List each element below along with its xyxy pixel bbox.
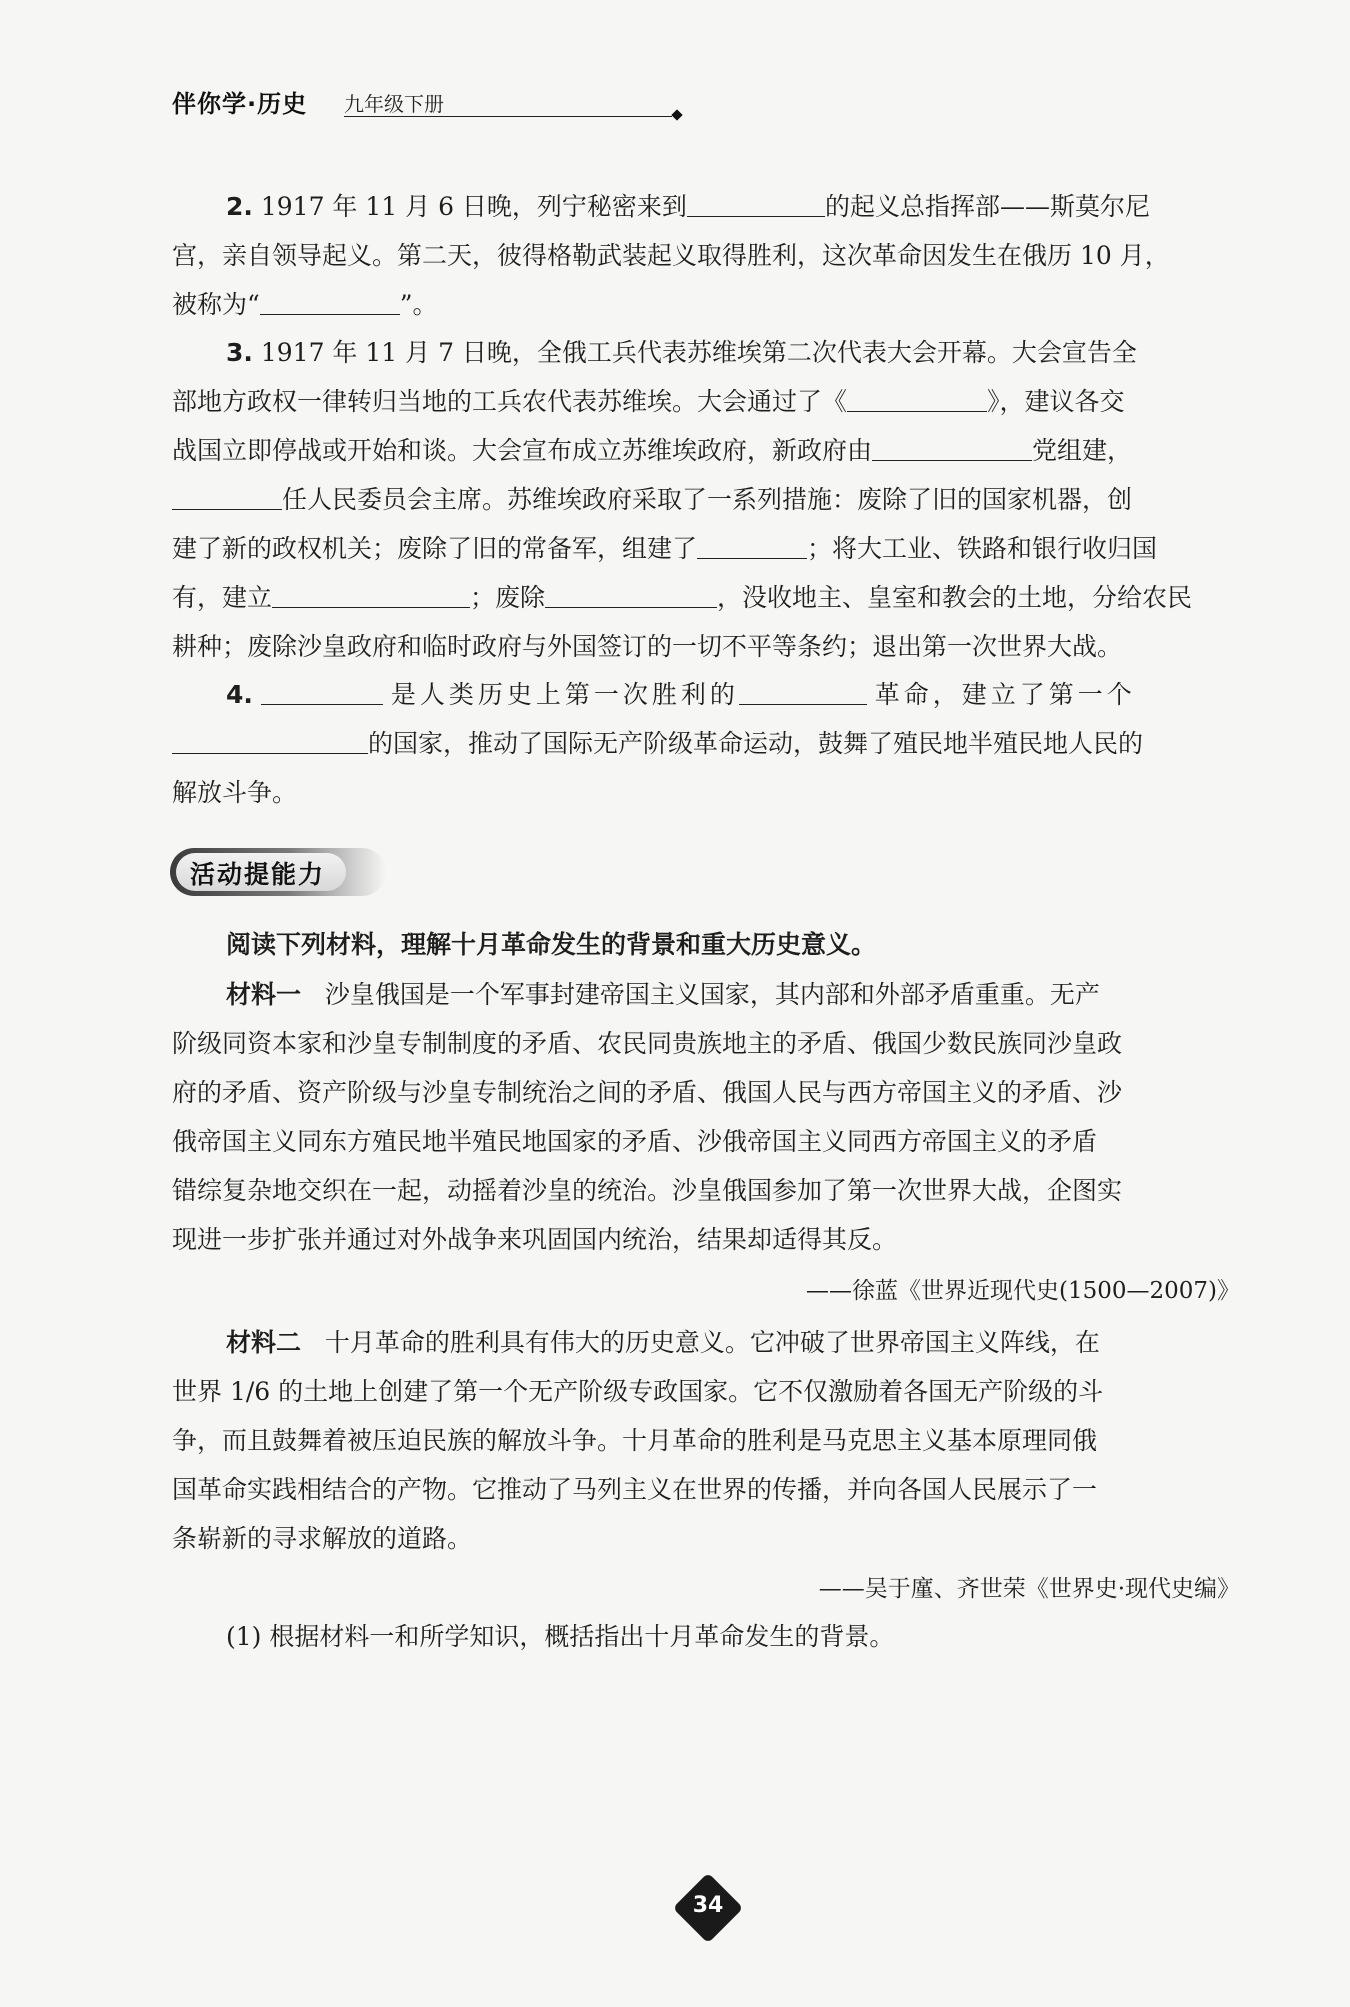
question-text: 部地方政权一律转归当地的工兵农代表苏维埃。大会通过了《 (172, 387, 848, 416)
answer-blank[interactable] (545, 579, 717, 608)
material-2-source: ——吴于廑、齐世荣《世界史·现代史编》 (818, 1576, 1240, 1602)
question-number: 2. (226, 192, 253, 221)
question-text: 党组建， (1032, 436, 1133, 465)
question-2 (172, 182, 1240, 329)
material-text: 现进一步扩张并通过对外战争来巩固国内统治，结果却适得其反。 (172, 1225, 898, 1254)
sub-question-1 (172, 1612, 1240, 1661)
question-text: 耕种；废除沙皇政府和临时政府与外国签订的一切不平等条约；退出第一次世界大战。 (172, 632, 1123, 661)
answer-blank[interactable] (261, 676, 383, 705)
question-text: 有，建立 (172, 583, 273, 612)
material-text: 争，而且鼓舞着被压迫民族的解放斗争。十月革命的胜利是马克思主义基本原理同俄 (172, 1426, 1098, 1455)
question-text: 革命，建立了第一个 (874, 680, 1136, 709)
header-rule (344, 116, 672, 117)
instruction-text: 阅读下列材料，理解十月革命发生的背景和重大历史意义。 (226, 930, 877, 959)
question-3 (172, 328, 1240, 671)
question-text: 建了新的政权机关；废除了旧的常备军，组建了 (172, 534, 698, 563)
material-2 (172, 1318, 1240, 1563)
material-text: 俄帝国主义同东方殖民地半殖民地国家的矛盾、沙俄帝国主义同西方帝国主义的矛盾 (172, 1127, 1098, 1156)
material-text: 世界 1/6 的土地上创建了第一个无产阶级专政国家。它不仅激励着各国无产阶级的斗 (172, 1377, 1104, 1406)
material-text: 十月革命的胜利具有伟大的历史意义。它冲破了世界帝国主义阵线，在 (324, 1328, 1100, 1357)
question-text: 任人民委员会主席。苏维埃政府采取了一系列措施：废除了旧的国家机器，创 (282, 485, 1133, 514)
instruction (172, 920, 1240, 969)
answer-blank[interactable] (847, 383, 987, 412)
question-text: 的起义总指挥部——斯莫尔尼 (824, 192, 1150, 221)
question-text: 》，建议各交 (987, 387, 1125, 416)
book-brand: 伴你学·历史 (172, 90, 308, 118)
material-text: 错综复杂地交织在一起，动摇着沙皇的统治。沙皇俄国参加了第一次世界大战，企图实 (172, 1176, 1123, 1205)
material-text: 阶级同资本家和沙皇专制制度的矛盾、农民同贵族地主的矛盾、俄国少数民族同沙皇政 (172, 1029, 1123, 1058)
sub-question-text: (1) 根据材料一和所学知识，概括指出十月革命发生的背景。 (226, 1622, 895, 1651)
question-text: ；将大工业、铁路和银行收归国 (807, 534, 1158, 563)
material-text: 国革命实践相结合的产物。它推动了马列主义在世界的传播，并向各国人民展示了一 (172, 1475, 1098, 1504)
material-1 (172, 970, 1240, 1264)
question-text: ，没收地主、皇室和教会的土地，分给农民 (717, 583, 1193, 612)
answer-blank[interactable] (272, 579, 470, 608)
question-text: 1917 年 11 月 7 日晚，全俄工兵代表苏维埃第二次代表大会开幕。大会宣告全 (260, 338, 1137, 367)
answer-blank[interactable] (687, 188, 825, 217)
question-text: 宫，亲自领导起义。第二天，彼得格勒武装起义取得胜利，这次革命因发生在俄历 10 月， (172, 241, 1170, 270)
question-text: 被称为“ (172, 290, 260, 319)
running-header (172, 82, 522, 122)
question-4 (172, 670, 1240, 817)
question-text: 1917 年 11 月 6 日晚，列宁秘密来到 (260, 192, 687, 221)
question-number: 3. (226, 338, 253, 367)
material-text: 沙皇俄国是一个军事封建帝国主义国家，其内部和外部矛盾重重。无产 (324, 980, 1100, 1009)
section-badge (170, 848, 386, 896)
answer-blank[interactable] (697, 530, 807, 559)
question-text: 的国家，推动了国际无产阶级革命运动，鼓舞了殖民地半殖民地人民的 (368, 729, 1144, 758)
question-text: 战国立即停战或开始和谈。大会宣布成立苏维埃政府，新政府由 (172, 436, 873, 465)
section-title: 活动提能力 (190, 860, 326, 889)
material-1-source: ——徐蓝《世界近现代史(1500—2007)》 (805, 1278, 1240, 1304)
page-number: 34 (692, 1893, 724, 1918)
answer-blank[interactable] (172, 725, 368, 754)
material-text: 府的矛盾、资产阶级与沙皇专制统治之间的矛盾、俄国人民与西方帝国主义的矛盾、沙 (172, 1078, 1123, 1107)
material-text: 条崭新的寻求解放的道路。 (172, 1524, 473, 1553)
grade-volume: 九年级下册 (344, 92, 444, 116)
header-diamond-icon (671, 109, 682, 120)
answer-blank[interactable] (872, 432, 1032, 461)
material-label: 材料一 (226, 980, 302, 1009)
question-text: ”。 (399, 290, 438, 319)
answer-blank[interactable] (172, 481, 282, 510)
answer-blank[interactable] (260, 286, 400, 315)
question-text: ；废除 (470, 583, 546, 612)
question-number: 4. (226, 680, 253, 709)
answer-blank[interactable] (739, 676, 867, 705)
material-label: 材料二 (226, 1328, 302, 1357)
question-text: 是人类历史上第一次胜利的 (390, 680, 739, 709)
question-text: 解放斗争。 (172, 778, 298, 807)
